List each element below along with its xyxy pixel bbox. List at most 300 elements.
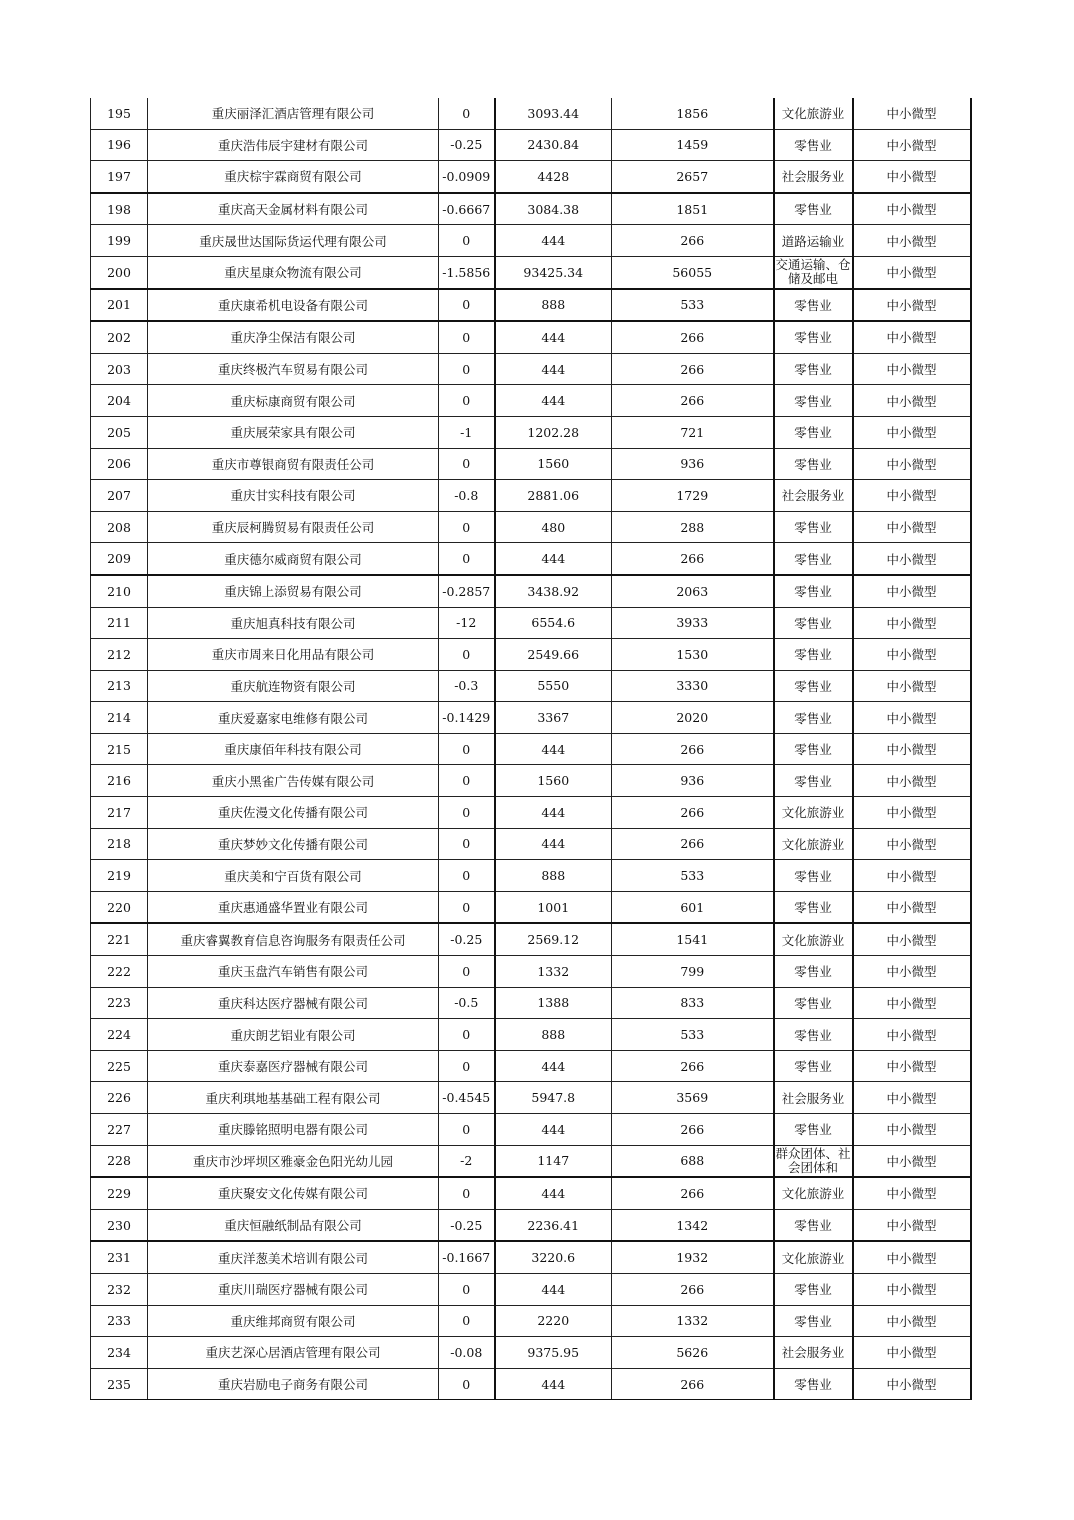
table-row [91,1114,971,1146]
industry-cell-text: 零售业 [794,647,832,663]
industry-cell [774,543,853,575]
company-name-cell-text: 重庆岩励电子商务有限公司 [217,1377,368,1393]
growth-rate-cell [439,225,495,257]
amount-cell [612,1209,774,1241]
row-index-cell [91,1114,148,1146]
enterprise-size-cell [853,639,971,671]
amount-cell [612,289,774,322]
company-name-cell-text: 重庆梦妙文化传播有限公司 [217,836,368,852]
company-name-cell [148,1368,439,1400]
company-name-cell [148,828,439,860]
industry-cell [774,1337,853,1369]
revenue-cell [495,353,612,385]
amount-cell-text: 688 [680,1153,705,1169]
enterprise-size-cell [853,543,971,575]
enterprise-size-cell [853,161,971,193]
enterprise-size-cell-text: 中小微型 [886,900,937,916]
table-row [91,1273,971,1305]
industry-cell [774,1145,853,1177]
revenue-cell [495,1209,612,1241]
enterprise-size-cell [853,670,971,702]
company-name-cell [148,797,439,829]
enterprise-size-cell [853,1241,971,1273]
growth-rate-cell [439,1050,495,1082]
amount-cell [612,1368,774,1400]
company-name-cell [148,702,439,734]
industry-cell [774,1082,853,1114]
enterprise-size-cell [853,448,971,480]
table-row [91,193,971,225]
row-index-cell [91,1305,148,1337]
table-row [91,1305,971,1337]
revenue-cell-text: 444 [541,1121,566,1137]
table-row [91,607,971,639]
growth-rate-cell-text: -0.25 [450,932,483,948]
row-index-cell [91,987,148,1019]
company-name-cell-text: 重庆市尊银商贸有限责任公司 [211,456,375,472]
table-row [91,225,971,257]
growth-rate-cell-text: -0.0909 [442,168,491,184]
growth-rate-cell-text: 0 [462,393,471,409]
enterprise-size-cell-text: 中小微型 [886,742,937,758]
revenue-cell [495,860,612,892]
row-index-cell-text: 235 [107,1376,131,1392]
enterprise-size-cell [853,256,971,288]
growth-rate-cell-text: 0 [462,233,471,249]
row-index-cell [91,256,148,288]
growth-rate-cell [439,702,495,734]
row-index-cell [91,891,148,923]
growth-rate-cell [439,1114,495,1146]
amount-cell-text: 1932 [676,1250,709,1266]
row-index-cell [91,353,148,385]
table-row [91,256,971,288]
revenue-cell-text: 3093.44 [527,105,580,121]
table-row [91,98,971,129]
industry-cell [774,1241,853,1273]
row-index-cell-text: 195 [107,105,131,121]
industry-cell-text: 零售业 [794,551,832,567]
company-name-cell [148,289,439,322]
company-name-cell-text: 重庆市沙坪坝区雅豪金色阳光幼儿园 [192,1153,393,1169]
company-name-cell [148,353,439,385]
growth-rate-cell [439,1305,495,1337]
revenue-cell-text: 444 [541,836,566,852]
industry-cell-text: 零售业 [794,584,832,600]
industry-cell-text: 零售业 [794,773,832,789]
row-index-cell-text: 221 [107,932,131,948]
row-index-cell-text: 224 [107,1027,131,1043]
row-index-cell [91,98,148,129]
enterprise-size-cell-text: 中小微型 [886,330,937,346]
table-row [91,956,971,988]
enterprise-size-cell [853,1337,971,1369]
industry-cell-text: 文化旅游业 [781,805,845,821]
row-index-cell-text: 213 [107,678,131,694]
company-name-cell [148,575,439,607]
growth-rate-cell [439,1337,495,1369]
revenue-cell [495,607,612,639]
revenue-cell [495,923,612,955]
growth-rate-cell-text: -0.2857 [442,583,491,599]
company-name-cell [148,543,439,575]
table-row [91,1082,971,1114]
amount-cell [612,765,774,797]
industry-cell-text: 零售业 [794,868,832,884]
company-name-cell-text: 重庆星康众物流有限公司 [224,265,362,281]
table-row [91,1337,971,1369]
row-index-cell-text: 202 [107,329,131,345]
growth-rate-cell [439,1368,495,1400]
table-row [91,797,971,829]
revenue-cell-text: 444 [541,1281,566,1297]
row-index-cell [91,1050,148,1082]
growth-rate-cell [439,289,495,322]
row-index-cell [91,828,148,860]
amount-cell [612,1305,774,1337]
table-row [91,416,971,448]
growth-rate-cell-text: 0 [462,646,471,662]
industry-cell [774,385,853,417]
industry-cell-text: 零售业 [794,1313,832,1329]
table-row [91,321,971,353]
industry-cell [774,797,853,829]
industry-cell [774,923,853,955]
revenue-cell-text: 1147 [537,1153,570,1169]
industry-cell-text: 零售业 [794,362,832,378]
amount-cell-text: 266 [680,393,705,409]
industry-cell [774,607,853,639]
row-index-cell [91,765,148,797]
row-index-cell-text: 233 [107,1313,131,1329]
growth-rate-cell [439,1241,495,1273]
company-name-cell [148,98,439,129]
amount-cell [612,385,774,417]
enterprise-size-cell-text: 中小微型 [886,868,937,884]
growth-rate-cell-text: 0 [462,836,471,852]
company-name-cell [148,1241,439,1273]
row-index-cell-text: 196 [107,137,131,153]
revenue-cell [495,225,612,257]
growth-rate-cell [439,321,495,353]
row-index-cell-text: 214 [107,710,131,726]
industry-cell-text: 零售业 [794,678,832,694]
revenue-cell [495,956,612,988]
growth-rate-cell-text: -0.4545 [442,1090,491,1106]
growth-rate-cell-text: -2 [460,1153,473,1169]
growth-rate-cell [439,1019,495,1051]
company-name-cell-text: 重庆锦上添贸易有限公司 [224,584,362,600]
revenue-cell-text: 1560 [537,456,570,472]
amount-cell [612,193,774,225]
company-name-cell-text: 重庆玉盘汽车销售有限公司 [217,964,368,980]
row-index-cell [91,797,148,829]
revenue-cell-text: 1202.28 [527,424,580,440]
table-row [91,670,971,702]
row-index-cell [91,860,148,892]
amount-cell-text: 3569 [676,1090,709,1106]
growth-rate-cell [439,193,495,225]
industry-cell [774,1305,853,1337]
company-name-cell-text: 重庆标康商贸有限公司 [230,393,356,409]
company-name-cell-text: 重庆维邦商贸有限公司 [230,1313,356,1329]
row-index-cell-text: 208 [107,519,131,535]
enterprise-size-cell [853,987,971,1019]
company-name-cell [148,1305,439,1337]
row-index-cell [91,1209,148,1241]
growth-rate-cell [439,385,495,417]
enterprise-size-cell-text: 中小微型 [886,932,937,948]
industry-cell-text: 零售业 [794,202,832,218]
row-index-cell-text: 210 [107,583,131,599]
company-name-cell [148,416,439,448]
amount-cell [612,956,774,988]
amount-cell-text: 936 [680,773,705,789]
growth-rate-cell [439,1177,495,1209]
amount-cell-text: 1459 [676,137,709,153]
table-row [91,1177,971,1209]
industry-cell [774,256,853,288]
growth-rate-cell [439,256,495,288]
amount-cell-text: 288 [680,519,705,535]
enterprise-size-cell-text: 中小微型 [886,1153,937,1169]
row-index-cell-text: 223 [107,995,131,1011]
amount-cell-text: 1342 [676,1217,709,1233]
company-name-cell-text: 重庆艺深心居酒店管理有限公司 [205,1345,381,1361]
enterprise-size-cell [853,225,971,257]
revenue-cell-text: 444 [541,329,566,345]
revenue-cell-text: 93425.34 [523,264,584,280]
amount-cell-text: 533 [680,868,705,884]
company-name-cell [148,1273,439,1305]
amount-cell [612,891,774,923]
revenue-cell [495,1019,612,1051]
row-index-cell-text: 234 [107,1344,131,1360]
enterprise-size-cell-text: 中小微型 [886,1282,937,1298]
company-name-cell-text: 重庆航连物资有限公司 [230,678,356,694]
row-index-cell [91,1368,148,1400]
industry-cell [774,1177,853,1209]
company-name-cell-text: 重庆净尘保洁有限公司 [230,330,356,346]
growth-rate-cell-text: 0 [462,741,471,757]
industry-cell-text: 社会服务业 [781,488,845,504]
enterprise-size-cell [853,765,971,797]
industry-cell [774,129,853,161]
revenue-cell [495,98,612,129]
row-index-cell [91,1337,148,1369]
growth-rate-cell-text: 0 [462,329,471,345]
company-name-cell [148,891,439,923]
revenue-cell [495,670,612,702]
amount-cell [612,797,774,829]
amount-cell-text: 266 [680,741,705,757]
revenue-cell [495,480,612,512]
row-index-cell-text: 212 [107,646,131,662]
company-name-cell-text: 重庆美和宁百货有限公司 [224,868,362,884]
amount-cell [612,1019,774,1051]
enterprise-size-cell-text: 中小微型 [886,995,937,1011]
company-name-cell-text: 重庆丽泽汇酒店管理有限公司 [211,106,375,122]
company-name-cell [148,860,439,892]
amount-cell-text: 799 [680,963,705,979]
revenue-cell-text: 2549.66 [527,646,580,662]
revenue-cell [495,1241,612,1273]
amount-cell-text: 833 [680,995,705,1011]
industry-cell [774,353,853,385]
growth-rate-cell [439,860,495,892]
growth-rate-cell-text: -1 [460,424,473,440]
company-name-cell-text: 重庆浩伟辰宇建材有限公司 [217,137,368,153]
amount-cell [612,480,774,512]
amount-cell-text: 266 [680,1185,705,1201]
amount-cell [612,828,774,860]
enterprise-size-cell-text: 中小微型 [886,233,937,249]
table-row [91,511,971,543]
enterprise-size-cell-text: 中小微型 [886,265,937,281]
table-row [91,702,971,734]
company-name-cell-text: 重庆高天金属材料有限公司 [217,202,368,218]
amount-cell [612,575,774,607]
growth-rate-cell-text: 0 [462,456,471,472]
revenue-cell [495,575,612,607]
amount-cell [612,256,774,288]
revenue-cell-text: 444 [541,1058,566,1074]
amount-cell-text: 3330 [676,678,709,694]
enterprise-size-cell [853,353,971,385]
industry-cell-text: 文化旅游业 [781,106,845,122]
enterprise-size-cell [853,828,971,860]
revenue-cell-text: 1332 [537,963,570,979]
revenue-cell [495,193,612,225]
industry-cell-text: 零售业 [794,1218,832,1234]
industry-cell-text: 群众团体、社会团体和 [775,1146,851,1175]
company-name-cell [148,956,439,988]
company-name-cell-text: 重庆洋葱美术培训有限公司 [217,1250,368,1266]
growth-rate-cell-text: -12 [456,615,477,631]
enterprise-size-cell-text: 中小微型 [886,488,937,504]
revenue-cell-text: 444 [541,1376,566,1392]
company-name-cell [148,1082,439,1114]
industry-cell-text: 文化旅游业 [781,1186,845,1202]
row-index-cell-text: 211 [107,615,131,631]
row-index-cell-text: 230 [107,1217,131,1233]
revenue-cell-text: 480 [541,519,566,535]
growth-rate-cell-text: 0 [462,519,471,535]
industry-cell [774,956,853,988]
growth-rate-cell-text: -0.25 [450,1217,483,1233]
row-index-cell-text: 204 [107,393,131,409]
enterprise-size-cell [853,923,971,955]
revenue-cell-text: 888 [541,868,566,884]
table-row [91,923,971,955]
enterprise-size-cell [853,891,971,923]
growth-rate-cell [439,639,495,671]
row-index-cell [91,923,148,955]
table-row [91,987,971,1019]
amount-cell [612,1114,774,1146]
industry-cell [774,511,853,543]
growth-rate-cell [439,416,495,448]
amount-cell-text: 2657 [676,168,709,184]
table-row [91,828,971,860]
industry-cell-text: 文化旅游业 [781,836,845,852]
revenue-cell [495,1082,612,1114]
revenue-cell [495,511,612,543]
industry-cell-text: 社会服务业 [781,169,845,185]
row-index-cell-text: 217 [107,804,131,820]
revenue-cell-text: 9375.95 [527,1344,580,1360]
growth-rate-cell-text: 0 [462,868,471,884]
industry-cell-text: 零售业 [794,456,832,472]
enterprise-size-cell-text: 中小微型 [886,425,937,441]
row-index-cell [91,480,148,512]
enterprise-size-cell-text: 中小微型 [886,805,937,821]
company-name-cell [148,607,439,639]
amount-cell [612,733,774,765]
industry-cell-text: 零售业 [794,710,832,726]
company-name-cell-text: 重庆佐漫文化传播有限公司 [217,805,368,821]
growth-rate-cell [439,575,495,607]
row-index-cell [91,956,148,988]
enterprise-size-cell-text: 中小微型 [886,297,937,313]
industry-cell-text: 零售业 [794,1122,832,1138]
revenue-cell-text: 2430.84 [527,137,580,153]
enterprise-size-cell-text: 中小微型 [886,106,937,122]
industry-cell [774,448,853,480]
company-name-cell [148,639,439,671]
revenue-cell-text: 444 [541,1185,566,1201]
row-index-cell-text: 222 [107,963,131,979]
enterprise-size-cell [853,1082,971,1114]
table-row [91,733,971,765]
row-index-cell-text: 207 [107,487,131,503]
growth-rate-cell-text: 0 [462,297,471,313]
enterprise-size-cell-text: 中小微型 [886,836,937,852]
industry-cell-text: 零售业 [794,995,832,1011]
industry-cell [774,480,853,512]
amount-cell [612,353,774,385]
company-name-cell-text: 重庆终极汽车贸易有限公司 [217,362,368,378]
company-name-cell-text: 重庆恒融纸制品有限公司 [224,1218,362,1234]
revenue-cell [495,765,612,797]
company-name-cell-text: 重庆小黑雀广告传媒有限公司 [211,773,375,789]
growth-rate-cell-text: 0 [462,361,471,377]
amount-cell-text: 1856 [676,105,709,121]
amount-cell-text: 1541 [676,932,709,948]
enterprise-size-cell [853,1019,971,1051]
company-name-cell [148,448,439,480]
revenue-cell [495,385,612,417]
company-name-cell [148,923,439,955]
amount-cell-text: 266 [680,551,705,567]
enterprise-size-cell-text: 中小微型 [886,615,937,631]
enterprise-size-cell-text: 中小微型 [886,1218,937,1234]
revenue-cell [495,1273,612,1305]
company-name-cell-text: 重庆德尔威商贸有限公司 [224,551,362,567]
row-index-cell-text: 232 [107,1281,131,1297]
enterprise-size-cell [853,193,971,225]
row-index-cell [91,161,148,193]
revenue-cell-text: 444 [541,393,566,409]
company-name-cell-text: 重庆聚安文化传媒有限公司 [217,1186,368,1202]
amount-cell-text: 601 [680,899,705,915]
amount-cell-text: 533 [680,1027,705,1043]
revenue-cell-text: 444 [541,551,566,567]
row-index-cell [91,1273,148,1305]
company-name-cell-text: 重庆市周来日化用品有限公司 [211,647,375,663]
row-index-cell-text: 200 [107,264,131,280]
enterprise-size-cell [853,733,971,765]
